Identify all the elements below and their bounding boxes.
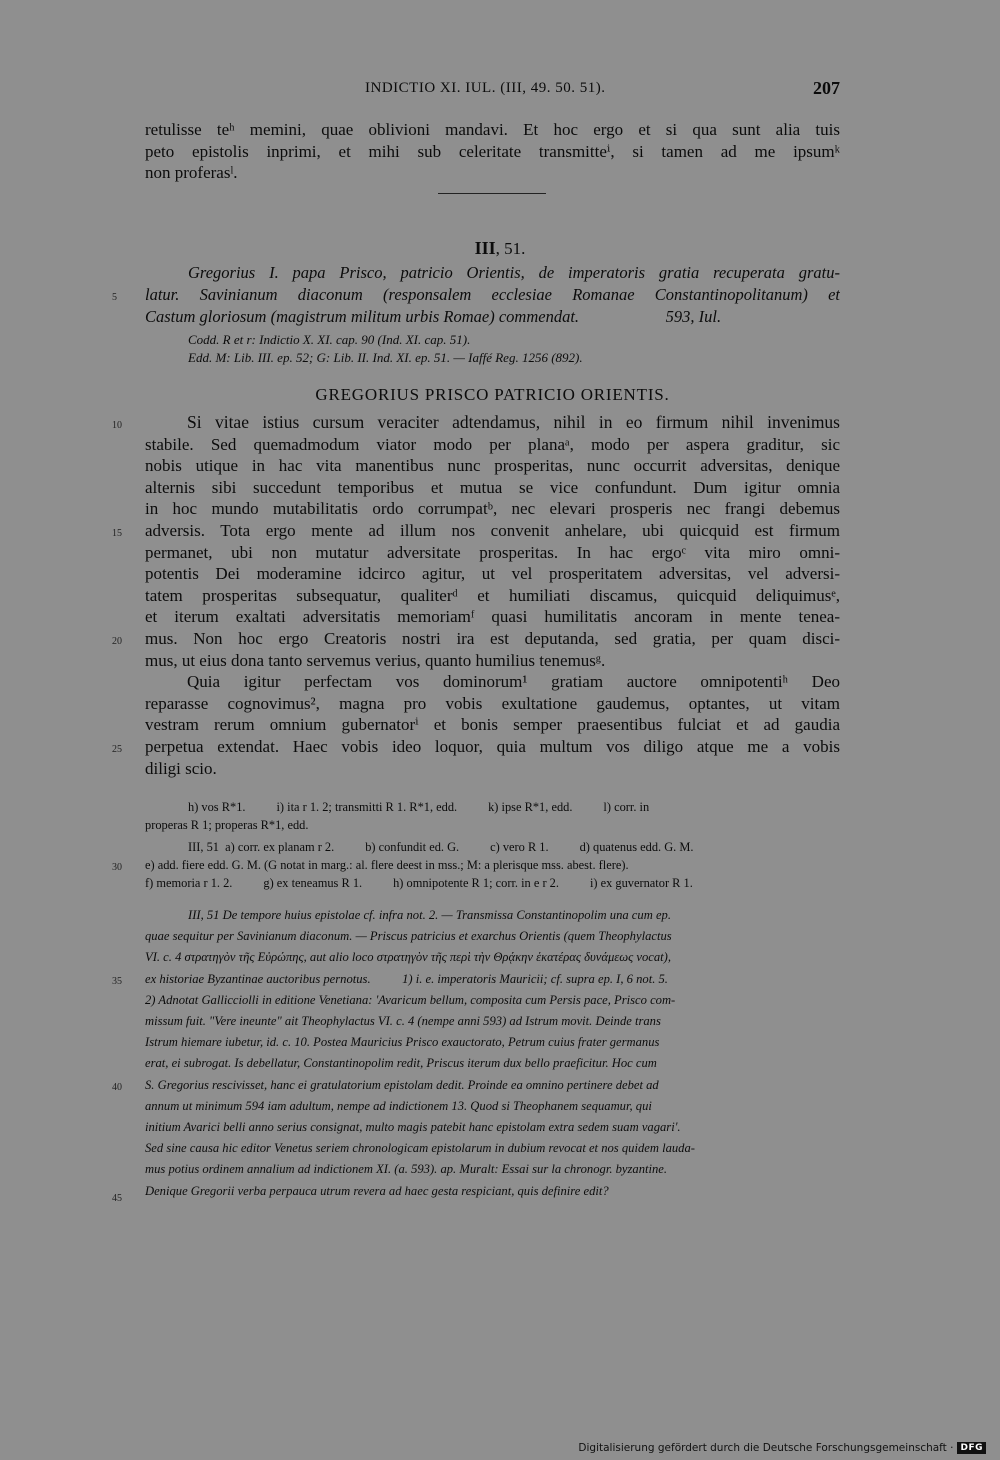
text-line: mus. Non hoc ergo Creatoris nostri ira est deputanda, sed gratia, per quam disci- xyxy=(145,628,840,648)
codices-line: Codd. R et r: Indictio X. XI. cap. 90 (Ind. XI. cap. 51). xyxy=(188,332,471,347)
commentary-line: Denique Gregorii verba perpauca utrum revera ad haec gesta respiciant, quis definire edit? xyxy=(145,1183,609,1198)
text-line: adversis. Tota ergo mente ad illum nos convenit anhelare, ubi quicquid est firmum xyxy=(145,520,840,540)
letter-number xyxy=(0,238,1000,259)
footnotes-previous-letter xyxy=(145,798,840,834)
letter-sources xyxy=(145,331,883,367)
commentary-line: missum fuit. "Vere ineunte" ait Theophylactus VI. c. 4 (nempe anni 593) ad Istrum movit. Deinde trans xyxy=(145,1014,661,1029)
letter-body xyxy=(145,412,840,779)
footnote-line: e) add. fiere edd. G. M. (G notat in marg.: al. flere deest in mss.; M: a plerisque mss. abest. flere). xyxy=(145,858,629,873)
text-line: perpetua extendat. Haec vobis ideo loquor, quia multum vos diligo atque me a vobis xyxy=(145,736,840,756)
commentary-line: VI. c. 4 στρατηγὸν τῆς Εὐρώπης, aut alio loco στρατηγὸν τῆς περὶ τὴν Θρᾴκην ἑκατέρας δυνάμεως vocat), xyxy=(145,950,671,965)
line-number: 45 xyxy=(112,1193,122,1204)
text-line: potentis Dei moderamine idcirco agitur, ut vel prosperitatem adversitas, vel adversi- xyxy=(145,564,840,584)
commentary-line: initium Avarici belli anno serius consignat, multo magis patebit hanc epistolam extra sedem suam vagari'. xyxy=(145,1120,681,1135)
commentary-line: mus potius ordinem annalium ad indictionem XI. (a. 593). ap. Muralt: Essai sur la chronogr. byzantine. xyxy=(145,1162,668,1177)
commentary-line: Istrum hiemare iubetur, id. c. 10. Postea Mauricius Prisco exauctorato, Petrum cuius frater germanus xyxy=(145,1035,660,1050)
text-line: stabile. Sed quemadmodum viator modo per planaᵃ, modo per aspera graditur, sic xyxy=(145,434,840,454)
text-line: in hoc mundo mutabilitatis ordo corrumpatᵇ, nec elevari prosperis nec frangi debemus xyxy=(145,499,840,519)
line-number: 25 xyxy=(112,744,122,755)
page-header xyxy=(0,80,1000,106)
commentary-line: S. Gregorius rescivisset, hanc ei gratulatorium epistolam dedit. Proinde ea omnino pertinere debet ad xyxy=(145,1077,659,1092)
text-line: reparasse cognovimus², magna pro vobis exultatione gaudemus, optantes, ut vitam xyxy=(145,693,840,713)
section-divider xyxy=(438,193,546,194)
line-number: 30 xyxy=(112,862,122,873)
text-line: nobis utique in hac vita manentibus nunc prosperitas, nunc occurrit adversitas, denique xyxy=(145,456,840,476)
commentary-line: III, 51 De tempore huius epistolae cf. infra not. 2. — Transmissa Constantinopolim una cum ep. xyxy=(188,908,671,922)
footnote-line: properas R 1; properas R*1, edd. xyxy=(145,818,309,833)
text-line: peto epistolis inprimi, et mihi sub celeritate transmitteⁱ, si tamen ad me ipsumᵏ xyxy=(145,141,840,161)
credit-text: Digitalisierung gefördert durch die Deutsche Forschungsgemeinschaft · xyxy=(578,1442,954,1454)
line-number: 10 xyxy=(112,420,122,431)
page-number: 207 xyxy=(813,78,840,98)
summary-line: latur. Savinianum diaconum (responsalem ecclesiae Romanae Constantinopolitanum) et xyxy=(145,285,840,304)
text-line: non proferasˡ. xyxy=(145,163,238,183)
commentary-line: ex historiae Byzantinae auctoribus pernotus. 1) i. e. imperatoris Mauricii; cf. supra ep. I, 6 not. 5. xyxy=(145,971,668,986)
letter-number-roman: III xyxy=(474,238,496,258)
commentary-line: quae sequitur per Savinianum diaconum. — Priscus patricius et exarchus Orientis (quem Theophylactus xyxy=(145,929,672,944)
text-line: Quia igitur perfectam vos dominorum¹ gratiam auctore omnipotentiʰ Deo xyxy=(187,672,840,692)
letter-title: GREGORIUS PRISCO PATRICIO ORIENTIS. xyxy=(315,385,670,404)
footnote-line: III, 51 a) corr. ex planam r 2. b) confundit ed. G. c) vero R 1. d) quatenus edd. G. M. xyxy=(188,840,694,854)
text-line: vestram rerum omnium gubernatorⁱ et bonis semper praesentibus fulciat et ad gaudia xyxy=(145,715,840,735)
text-line: Si vitae istius cursum veraciter adtendamus, nihil in eo firmum nihil invenimus xyxy=(187,412,840,432)
letter-summary xyxy=(145,262,840,328)
summary-line: Gregorius I. papa Prisco, patricio Orientis, de imperatoris gratia recuperata gratu- xyxy=(188,263,840,282)
dfg-logo: DFG xyxy=(957,1442,986,1454)
text-line: retulisse teʰ memini, quae oblivioni mandavi. Et hoc ergo et si qua sunt alia tuis xyxy=(145,120,840,139)
text-line: tatem prosperitas subsequatur, qualiterᵈ et humiliati discamus, quicquid deliquimusᵉ, xyxy=(145,585,840,605)
commentary-line: 2) Adnotat Gallicciolli in editione Venetiana: 'Avaricum bellum, composita cum Persis pace, Prisco com- xyxy=(145,992,676,1007)
text-line: diligi scio. xyxy=(145,758,217,778)
line-number: 15 xyxy=(112,528,122,539)
line-number: 40 xyxy=(112,1082,122,1093)
letter-number-suffix: , 51. xyxy=(495,239,526,258)
commentary-line: annum ut minimum 594 iam adultum, nempe ad indictionem 13. Quod si Theophanem sequamur, qui xyxy=(145,1098,652,1113)
text-line: permanet, ubi non mutatur adversitate prosperitas. In hac ergoᶜ vita miro omni- xyxy=(145,542,840,562)
editions-line: Edd. M: Lib. III. ep. 52; G: Lib. II. Ind. XI. ep. 51. — Iaffé Reg. 1256 (892). xyxy=(188,350,583,365)
text-line: et iterum exaltati adversitatis memoriamᶠ quasi humilitatis ancoram in mente tenea- xyxy=(145,607,840,627)
line-number: 35 xyxy=(112,976,122,987)
commentary-line: erat, ei subrogat. Is debellatur, Constantinopolim redit, Priscus iterum dux bello praeficitur. Hoc cum xyxy=(145,1056,657,1071)
commentary-line: Sed sine causa hic editor Venetus seriem chronologicam epistolarum in dubium revocat et nos quidem lauda- xyxy=(145,1141,695,1156)
line-number: 20 xyxy=(112,636,122,647)
footnote-line: h) vos R*1. i) ita r 1. 2; transmitti R 1. R*1, edd. k) ipse R*1, edd. l) corr. in xyxy=(188,800,650,814)
footnote-line: f) memoria r 1. 2. g) ex teneamus R 1. h) omnipotente R 1; corr. in e r 2. i) ex guvernator R 1. xyxy=(145,876,693,891)
line-number: 5 xyxy=(112,292,117,303)
text-line: alternis sibi succedunt temporibus et mutua se vice confundunt. Dum igitur omnia xyxy=(145,477,840,497)
text-line: mus, ut eius dona tanto servemus verius, quanto humilius tenemusᵍ. xyxy=(145,650,606,670)
summary-line: Castum gloriosum (magistrum militum urbis Romae) commendat. 593, Iul. xyxy=(145,307,722,326)
footnotes xyxy=(145,838,840,893)
commentary xyxy=(145,905,840,1202)
running-head: INDICTIO XI. IUL. (III, 49. 50. 51). xyxy=(365,80,606,96)
digitization-credit xyxy=(578,1442,986,1454)
top-text xyxy=(145,119,840,184)
